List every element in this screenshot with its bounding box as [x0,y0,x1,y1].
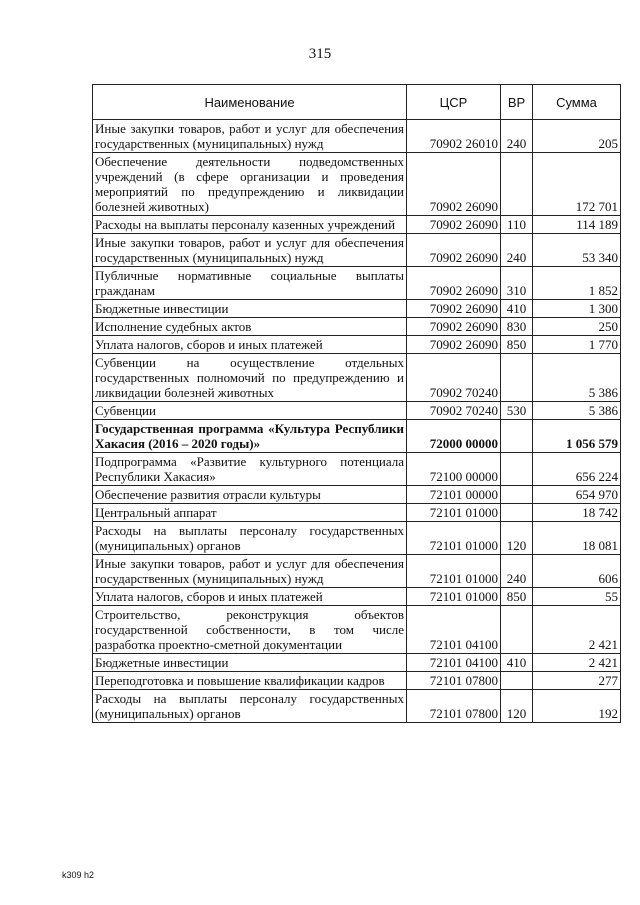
vr-cell [501,153,533,216]
csr-cell: 72100 00000 [407,453,501,486]
csr-cell: 70902 26090 [407,318,501,336]
name-cell: Бюджетные инвестиции [93,654,407,672]
csr-cell: 72101 07800 [407,690,501,723]
csr-cell: 70902 26090 [407,153,501,216]
sum-cell: 1 770 [533,336,621,354]
name-cell: Расходы на выплаты персоналу государственных (муниципальных) органов [93,522,407,555]
csr-cell: 70902 26090 [407,216,501,234]
vr-cell [501,486,533,504]
sum-cell: 2 421 [533,654,621,672]
csr-cell: 72101 04100 [407,654,501,672]
table-header-row [93,85,621,120]
csr-cell: 72101 01000 [407,522,501,555]
sum-cell: 606 [533,555,621,588]
sum-cell: 53 340 [533,234,621,267]
sum-cell: 1 300 [533,300,621,318]
vr-cell [501,453,533,486]
table-row [93,267,621,300]
vr-cell [501,504,533,522]
sum-cell: 1 056 579 [533,420,621,453]
name-cell: Расходы на выплаты персоналу казенных учреждений [93,216,407,234]
table-row [93,120,621,153]
csr-cell: 72101 04100 [407,606,501,654]
name-cell: Обеспечение деятельности подведомственных учреждений (в сфере организации и проведения мероприятий по предупреждению и ликвидации болезней животных) [93,153,407,216]
sum-cell: 55 [533,588,621,606]
name-cell: Обеспечение развития отрасли культуры [93,486,407,504]
table-row [93,690,621,723]
sum-cell: 5 386 [533,354,621,402]
name-cell: Уплата налогов, сборов и иных платежей [93,336,407,354]
name-cell: Исполнение судебных актов [93,318,407,336]
vr-cell: 410 [501,654,533,672]
vr-cell: 830 [501,318,533,336]
table-row [93,216,621,234]
csr-cell: 72000 00000 [407,420,501,453]
table-row [93,420,621,453]
csr-cell: 72101 00000 [407,486,501,504]
name-cell: Иные закупки товаров, работ и услуг для обеспечения государственных (муниципальных) нужд [93,234,407,267]
table-row [93,318,621,336]
page-number: 315 [308,46,332,62]
name-cell: Подпрограмма «Развитие культурного потенциала Республики Хакасия» [93,453,407,486]
table-row [93,504,621,522]
csr-cell: 70902 26090 [407,234,501,267]
table-row [93,300,621,318]
table-row [93,654,621,672]
sum-cell: 277 [533,672,621,690]
name-cell: Государственная программа «Культура Республики Хакасия (2016 – 2020 годы)» [93,420,407,453]
header-csr: ЦСР [407,85,501,120]
header-vr: ВР [501,85,533,120]
name-cell: Публичные нормативные социальные выплаты гражданам [93,267,407,300]
vr-cell: 850 [501,588,533,606]
budget-table [92,84,621,723]
name-cell: Иные закупки товаров, работ и услуг для обеспечения государственных (муниципальных) нужд [93,555,407,588]
sum-cell: 1 852 [533,267,621,300]
sum-cell: 205 [533,120,621,153]
csr-cell: 72101 07800 [407,672,501,690]
table-row [93,402,621,420]
header-sum: Сумма [533,85,621,120]
table-row [93,672,621,690]
csr-cell: 70902 26090 [407,336,501,354]
vr-cell [501,354,533,402]
csr-cell: 70902 26090 [407,300,501,318]
sum-cell: 5 386 [533,402,621,420]
sum-cell: 654 970 [533,486,621,504]
vr-cell [501,606,533,654]
table-row [93,234,621,267]
csr-cell: 72101 01000 [407,555,501,588]
csr-cell: 72101 01000 [407,588,501,606]
sum-cell: 2 421 [533,606,621,654]
header-name: Наименование [93,85,407,120]
vr-cell: 240 [501,120,533,153]
vr-cell: 240 [501,555,533,588]
vr-cell: 530 [501,402,533,420]
table-row [93,453,621,486]
table-body [93,120,621,723]
table-row [93,522,621,555]
vr-cell: 110 [501,216,533,234]
sum-cell: 114 189 [533,216,621,234]
sum-cell: 18 742 [533,504,621,522]
name-cell: Переподготовка и повышение квалификации кадров [93,672,407,690]
sum-cell: 192 [533,690,621,723]
sum-cell: 18 081 [533,522,621,555]
table-row [93,555,621,588]
vr-cell: 240 [501,234,533,267]
table-row [93,336,621,354]
csr-cell: 70902 26090 [407,267,501,300]
sum-cell: 250 [533,318,621,336]
table-row [93,153,621,216]
vr-cell: 850 [501,336,533,354]
name-cell: Уплата налогов, сборов и иных платежей [93,588,407,606]
csr-cell: 70902 70240 [407,402,501,420]
table-row [93,354,621,402]
name-cell: Центральный аппарат [93,504,407,522]
name-cell: Иные закупки товаров, работ и услуг для обеспечения государственных (муниципальных) нужд [93,120,407,153]
vr-cell: 120 [501,522,533,555]
name-cell: Субвенции на осуществление отдельных государственных полномочий по предупреждению и ликвидации болезней животных [93,354,407,402]
vr-cell: 410 [501,300,533,318]
name-cell: Расходы на выплаты персоналу государственных (муниципальных) органов [93,690,407,723]
footer-code: k309 h2 [62,870,95,880]
csr-cell: 70902 70240 [407,354,501,402]
csr-cell: 70902 26010 [407,120,501,153]
vr-cell: 310 [501,267,533,300]
table-row [93,588,621,606]
vr-cell [501,672,533,690]
table-row [93,606,621,654]
sum-cell: 656 224 [533,453,621,486]
name-cell: Бюджетные инвестиции [93,300,407,318]
vr-cell [501,420,533,453]
sum-cell: 172 701 [533,153,621,216]
name-cell: Строительство, реконструкция объектов государственной собственности, в том числе разработка проектно-сметной документации [93,606,407,654]
name-cell: Субвенции [93,402,407,420]
vr-cell: 120 [501,690,533,723]
table-row [93,486,621,504]
csr-cell: 72101 01000 [407,504,501,522]
